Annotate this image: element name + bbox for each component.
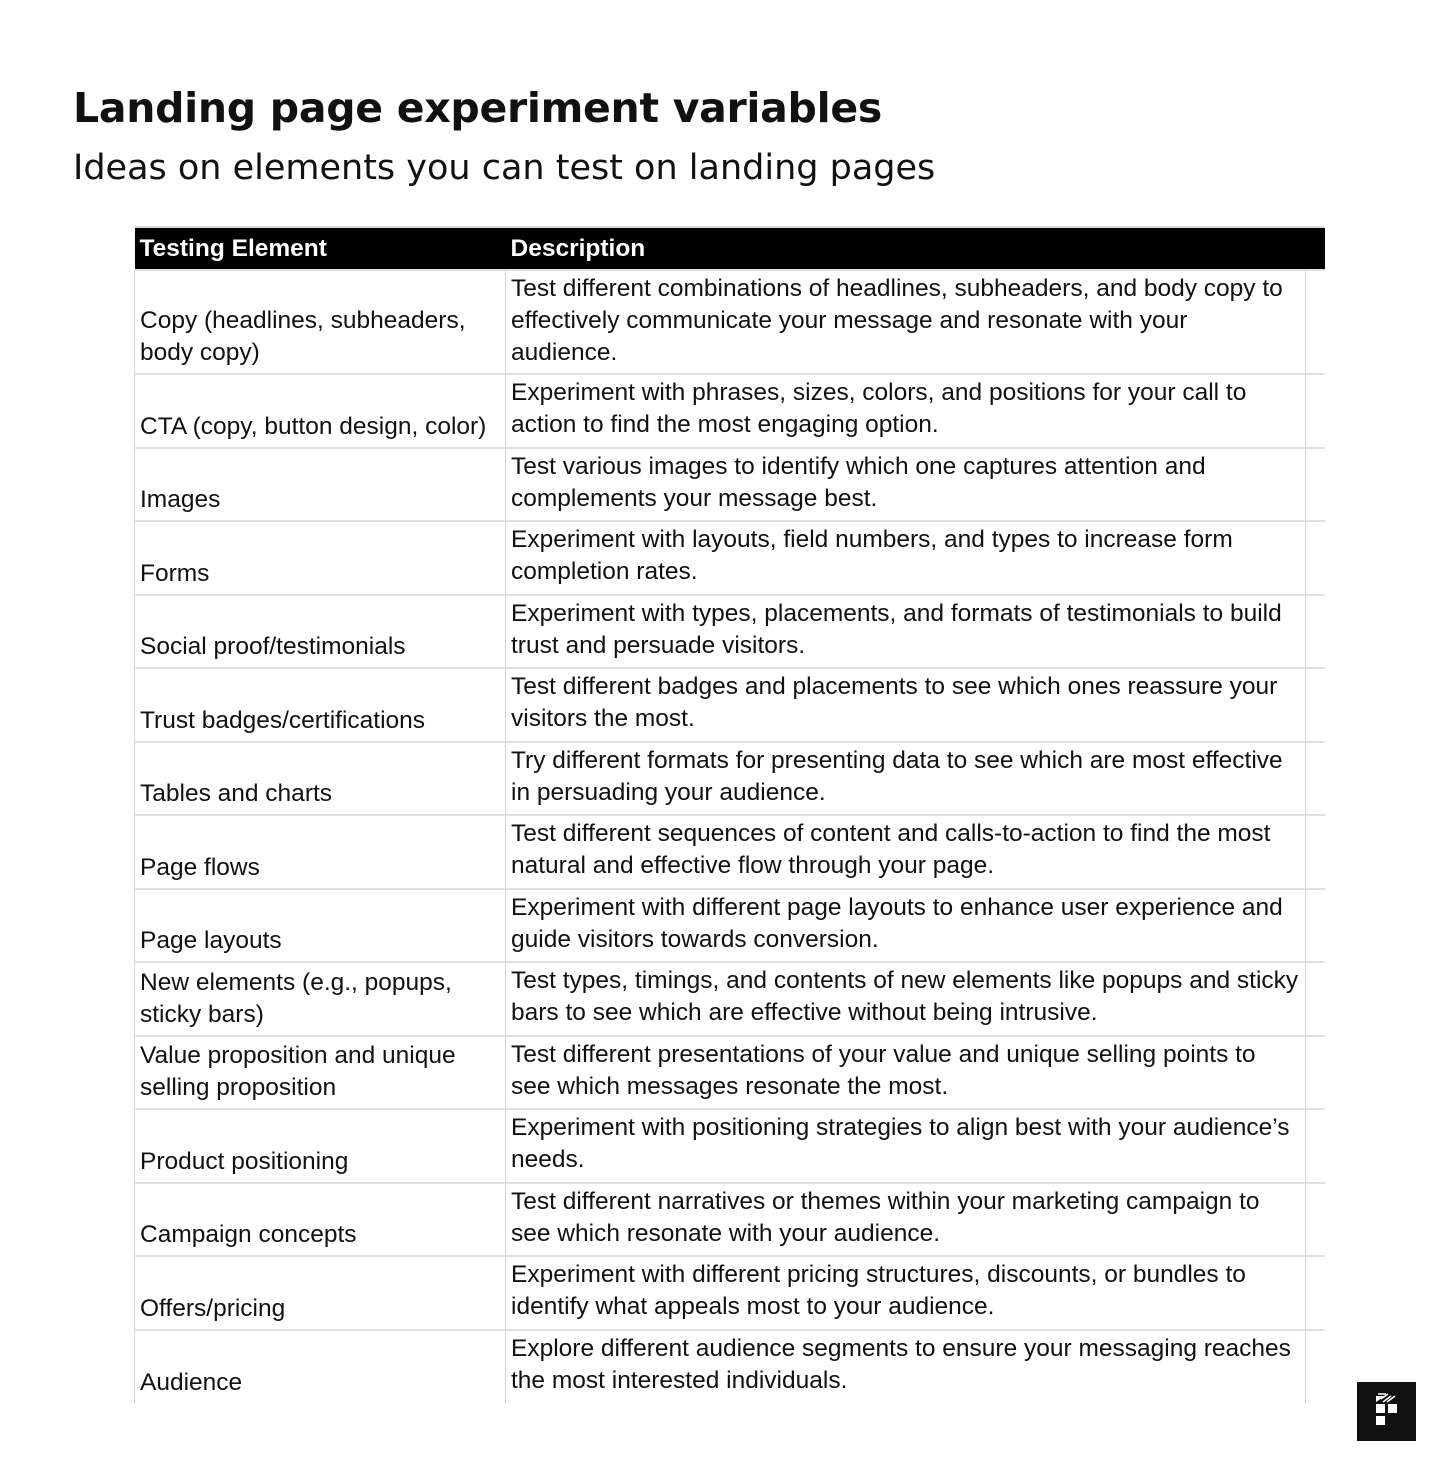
cell-empty[interactable] bbox=[1306, 889, 1325, 963]
cell-empty[interactable] bbox=[1306, 1109, 1325, 1183]
table-row bbox=[135, 270, 1325, 374]
cell-empty[interactable] bbox=[1306, 1036, 1325, 1110]
table-row bbox=[135, 742, 1325, 816]
cell-empty[interactable] bbox=[1306, 374, 1325, 448]
table-header-row bbox=[135, 228, 1325, 270]
cell-description[interactable]: Test different sequences of content and calls-to-action to find the most natural and effective flow through your page. bbox=[506, 815, 1306, 889]
cell-empty[interactable] bbox=[1306, 742, 1325, 816]
cell-description[interactable]: Experiment with different pricing structures, discounts, or bundles to identify what appeals most to your audience. bbox=[506, 1256, 1306, 1330]
table-row bbox=[135, 448, 1325, 522]
table-row bbox=[135, 1330, 1325, 1404]
page-title: Landing page experiment variables bbox=[73, 84, 882, 132]
brand-logo-mark bbox=[1357, 1382, 1416, 1441]
cell-testing-element[interactable]: Tables and charts bbox=[135, 742, 506, 816]
cell-testing-element[interactable]: Audience bbox=[135, 1330, 506, 1404]
cell-description[interactable]: Explore different audience segments to ensure your messaging reaches the most interested individuals. bbox=[506, 1330, 1306, 1404]
cell-empty[interactable] bbox=[1306, 668, 1325, 742]
cell-description[interactable]: Test different narratives or themes within your marketing campaign to see which resonate with your audience. bbox=[506, 1183, 1306, 1257]
cell-testing-element[interactable]: Product positioning bbox=[135, 1109, 506, 1183]
cell-description[interactable]: Experiment with different page layouts to enhance user experience and guide visitors towards conversion. bbox=[506, 889, 1306, 963]
brand-logo-icon bbox=[1357, 1382, 1416, 1441]
cell-testing-element[interactable]: CTA (copy, button design, color) bbox=[135, 374, 506, 448]
spreadsheet-table-panel bbox=[134, 226, 1324, 1408]
cell-empty[interactable] bbox=[1306, 270, 1325, 374]
cell-testing-element[interactable]: Trust badges/certifications bbox=[135, 668, 506, 742]
table-row bbox=[135, 815, 1325, 889]
experiment-variables-table bbox=[134, 228, 1325, 1403]
cell-testing-element[interactable]: Copy (headlines, subheaders, body copy) bbox=[135, 270, 506, 374]
table-row bbox=[135, 668, 1325, 742]
cell-empty[interactable] bbox=[1306, 448, 1325, 522]
table-row bbox=[135, 1036, 1325, 1110]
page-subtitle: Ideas on elements you can test on landing pages bbox=[73, 148, 936, 188]
cell-description[interactable]: Experiment with phrases, sizes, colors, and positions for your call to action to find the most engaging option. bbox=[506, 374, 1306, 448]
cell-empty[interactable] bbox=[1306, 1256, 1325, 1330]
cell-testing-element[interactable]: Social proof/testimonials bbox=[135, 595, 506, 669]
cell-empty[interactable] bbox=[1306, 521, 1325, 595]
table-row bbox=[135, 1183, 1325, 1257]
cell-empty[interactable] bbox=[1306, 1183, 1325, 1257]
cell-testing-element[interactable]: New elements (e.g., popups, sticky bars) bbox=[135, 962, 506, 1036]
column-header-testing-element[interactable]: Testing Element bbox=[135, 228, 506, 270]
cell-testing-element[interactable]: Value proposition and unique selling proposition bbox=[135, 1036, 506, 1110]
table-row bbox=[135, 521, 1325, 595]
cell-testing-element[interactable]: Campaign concepts bbox=[135, 1183, 506, 1257]
cell-testing-element[interactable]: Page layouts bbox=[135, 889, 506, 963]
cell-description[interactable]: Test various images to identify which one captures attention and complements your message best. bbox=[506, 448, 1306, 522]
cell-description[interactable]: Experiment with layouts, field numbers, and types to increase form completion rates. bbox=[506, 521, 1306, 595]
column-header-spacer bbox=[1306, 228, 1325, 270]
table-row bbox=[135, 889, 1325, 963]
cell-testing-element[interactable]: Forms bbox=[135, 521, 506, 595]
cell-description[interactable]: Try different formats for presenting data to see which are most effective in persuading your audience. bbox=[506, 742, 1306, 816]
cell-description[interactable]: Test types, timings, and contents of new elements like popups and sticky bars to see which are effective without being intrusive. bbox=[506, 962, 1306, 1036]
cell-testing-element[interactable]: Page flows bbox=[135, 815, 506, 889]
table-row bbox=[135, 595, 1325, 669]
cell-description[interactable]: Experiment with positioning strategies to align best with your audience’s needs. bbox=[506, 1109, 1306, 1183]
cell-empty[interactable] bbox=[1306, 1330, 1325, 1404]
cell-empty[interactable] bbox=[1306, 595, 1325, 669]
table-row bbox=[135, 374, 1325, 448]
cell-testing-element[interactable]: Offers/pricing bbox=[135, 1256, 506, 1330]
cell-description[interactable]: Test different badges and placements to see which ones reassure your visitors the most. bbox=[506, 668, 1306, 742]
cell-testing-element[interactable]: Images bbox=[135, 448, 506, 522]
table-row bbox=[135, 962, 1325, 1036]
table-row bbox=[135, 1256, 1325, 1330]
table-row bbox=[135, 1109, 1325, 1183]
cell-description[interactable]: Test different combinations of headlines, subheaders, and body copy to effectively communicate your message and resonate with your audience. bbox=[506, 270, 1306, 374]
column-header-description[interactable]: Description bbox=[506, 228, 1306, 270]
cell-empty[interactable] bbox=[1306, 962, 1325, 1036]
cell-description[interactable]: Experiment with types, placements, and formats of testimonials to build trust and persuade visitors. bbox=[506, 595, 1306, 669]
cell-description[interactable]: Test different presentations of your value and unique selling points to see which messages resonate the most. bbox=[506, 1036, 1306, 1110]
cell-empty[interactable] bbox=[1306, 815, 1325, 889]
